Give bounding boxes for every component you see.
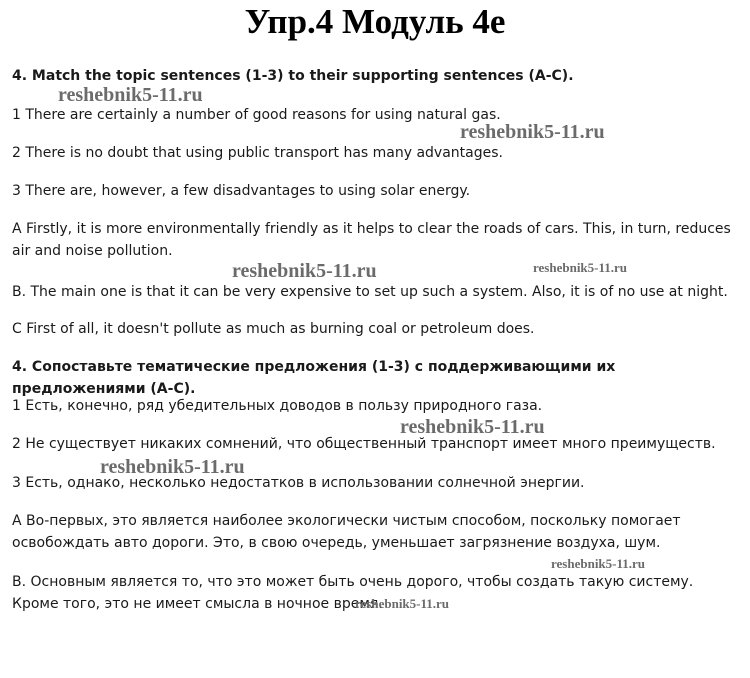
- watermark: reshebnik5-11.ru: [533, 260, 628, 275]
- watermark: reshebnik5-11.ru: [400, 416, 545, 438]
- english-sentence-a: A Firstly, it is more environmentally friendly as it helps to clear the roads of cars. This, in turn, reduces air and noise pollution.: [12, 221, 731, 259]
- russian-sentence-a: A Во-первых, это является наиболее экологически чистым способом, поскольку помогает освобождать авто дороги. Это, в свою очередь, уменьшает загрязнение воздуха, шум.: [12, 513, 681, 551]
- russian-sentence-1: 1 Есть, конечно, ряд убедительных доводов в пользу природного газа.: [12, 398, 543, 414]
- watermark: reshebnik5-11.ru: [551, 556, 646, 571]
- page-title: Упр.4 Модуль 4е: [244, 2, 506, 41]
- russian-sentence-3: 3 Есть, однако, несколько недостатков в использовании солнечной энергии.: [12, 475, 585, 491]
- english-heading: 4. Match the topic sentences (1-3) to their supporting sentences (A-C).: [12, 68, 574, 84]
- watermark: reshebnik5-11.ru: [58, 84, 203, 106]
- watermark: reshebnik5-11.ru: [232, 260, 377, 282]
- watermark: reshebnik5-11.ru: [460, 121, 605, 143]
- english-sentence-c: C First of all, it doesn't pollute as much as burning coal or petroleum does.: [12, 321, 535, 337]
- watermark: reshebnik5-11.ru: [355, 596, 450, 611]
- russian-sentence-2: 2 Не существует никаких сомнений, что общественный транспорт имеет много преимуществ.: [12, 436, 716, 452]
- english-sentence-b: B. The main one is that it can be very expensive to set up such a system. Also, it is of no use at night.: [12, 284, 728, 300]
- russian-heading: 4. Сопоставьте тематические предложения (1-3) с поддерживающими их предложениями (A-C).: [12, 359, 616, 397]
- russian-sentence-b: B. Основным является то, что это может быть очень дорого, чтобы создать такую систему. Кроме того, это не имеет смысла в ночное время.: [12, 574, 694, 612]
- watermark: reshebnik5-11.ru: [100, 456, 245, 478]
- english-sentence-1: 1 There are certainly a number of good reasons for using natural gas.: [12, 107, 501, 123]
- english-sentence-2: 2 There is no doubt that using public transport has many advantages.: [12, 145, 503, 161]
- english-sentence-3: 3 There are, however, a few disadvantages to using solar energy.: [12, 183, 471, 199]
